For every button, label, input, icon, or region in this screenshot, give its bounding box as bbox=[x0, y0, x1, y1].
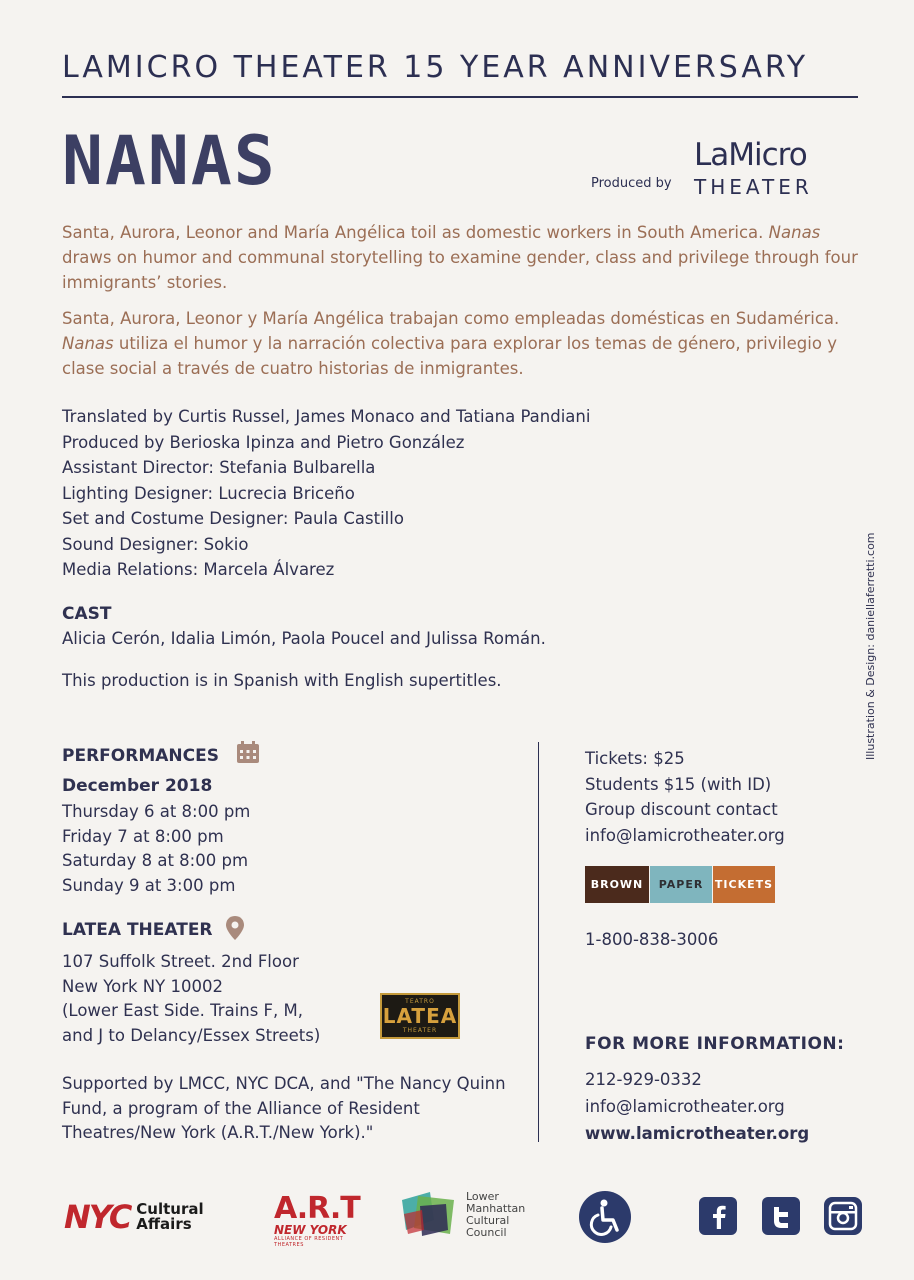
nyc-cultural-affairs-logo bbox=[64, 1198, 204, 1236]
venue-heading: LATEA THEATER bbox=[62, 920, 213, 940]
cast-heading: CAST bbox=[62, 604, 112, 624]
description-spanish bbox=[62, 306, 862, 381]
performance-date: Thursday 6 at 8:00 pm bbox=[62, 802, 251, 821]
address-line: (Lower East Side. Trains F, M, bbox=[62, 1001, 304, 1020]
header-rule bbox=[62, 96, 858, 98]
twitter-icon[interactable] bbox=[762, 1197, 800, 1235]
cultural-text: Cultural bbox=[136, 1200, 204, 1218]
info-phone: 212-929-0332 bbox=[585, 1070, 702, 1089]
desc-es-title: Nanas bbox=[62, 334, 114, 353]
header-title: LAMICRO THEATER 15 YEAR ANNIVERSARY bbox=[62, 50, 809, 85]
latea-logo-text: LATEA bbox=[382, 1004, 458, 1028]
nyc-logo-text: NYC bbox=[64, 1198, 131, 1236]
cast-names: Alicia Cerón, Idalia Limón, Paola Poucel and Julissa Román. bbox=[62, 629, 546, 648]
support-text: Supported by LMCC, NYC DCA, and "The Nancy Quinn Fund, a program of the Alliance of Resident Theatres/New York (A.R.T./New York)." bbox=[62, 1074, 506, 1142]
ticket-line: Tickets: $25 bbox=[585, 749, 685, 768]
desc-en-title: Nanas bbox=[768, 223, 821, 242]
affairs-text: Affairs bbox=[136, 1215, 192, 1233]
performance-dates bbox=[62, 800, 250, 898]
ticket-info bbox=[585, 746, 785, 848]
ticket-email[interactable]: info@lamicrotheater.org bbox=[585, 825, 785, 845]
bpt-tickets: TICKETS bbox=[713, 866, 775, 903]
credit-line: Assistant Director: Stefania Bulbarella bbox=[62, 458, 376, 477]
lmcc-mark bbox=[400, 1190, 460, 1240]
desc-es-text: Santa, Aurora, Leonor y María Angélica trabajan como empleadas domésticas en Sudamérica. bbox=[62, 309, 840, 328]
cultural-affairs-text bbox=[136, 1202, 203, 1232]
lmcc-line: Council bbox=[466, 1226, 507, 1239]
address-line: 107 Suffolk Street. 2nd Floor bbox=[62, 952, 299, 971]
description-english bbox=[62, 220, 862, 295]
language-note: This production is in Spanish with English supertitles. bbox=[62, 671, 502, 690]
performance-month: December 2018 bbox=[62, 776, 213, 796]
lmcc-line: Lower bbox=[466, 1190, 499, 1203]
column-divider bbox=[538, 742, 539, 1142]
info-email[interactable]: info@lamicrotheater.org bbox=[585, 1097, 785, 1116]
art-logo-sub: ALLIANCE OF RESIDENT THEATRES bbox=[274, 1236, 344, 1248]
produced-by-label: Produced by bbox=[591, 176, 672, 191]
lamicro-logo: LaMicro bbox=[694, 137, 807, 173]
ticket-line: Students $15 (with ID) bbox=[585, 774, 772, 794]
wheelchair-accessibility-icon bbox=[578, 1190, 632, 1244]
venue-address bbox=[62, 950, 320, 1048]
latea-logo bbox=[380, 993, 460, 1039]
lmcc-text bbox=[466, 1191, 525, 1239]
lmcc-line: Cultural bbox=[466, 1214, 510, 1227]
lmcc-logo bbox=[400, 1190, 525, 1240]
performances-heading: PERFORMANCES bbox=[62, 746, 219, 766]
address-line: and J to Delancy/Essex Streets) bbox=[62, 1025, 321, 1045]
art-logo-text: A.R.T bbox=[274, 1191, 360, 1226]
more-info-heading: FOR MORE INFORMATION: bbox=[585, 1034, 845, 1054]
credit-line: Sound Designer: Sokio bbox=[62, 534, 249, 554]
calendar-icon bbox=[236, 741, 260, 764]
desc-en-text: Santa, Aurora, Leonor and María Angélica toil as domestic workers in South America. bbox=[62, 223, 769, 242]
lmcc-line: Manhattan bbox=[466, 1202, 526, 1215]
more-info-list bbox=[585, 1066, 809, 1147]
credits-list bbox=[62, 404, 762, 583]
latea-logo-bottom: THEATER bbox=[402, 1027, 438, 1034]
lamicro-logo-theater: THEATER bbox=[694, 175, 813, 199]
credit-line: Produced by Berioska Ipinza and Pietro González bbox=[62, 432, 465, 452]
performance-date: Friday 7 at 8:00 pm bbox=[62, 826, 224, 846]
design-credit: Illustration & Design: daniellaferretti.com bbox=[864, 532, 877, 760]
desc-en-text-2: draws on humor and communal storytelling to examine gender, class and privilege through four immigrants’ stories. bbox=[62, 248, 858, 292]
brown-paper-tickets-logo[interactable] bbox=[585, 866, 775, 903]
facebook-icon[interactable] bbox=[699, 1197, 737, 1235]
desc-es-text-2: utiliza el humor y la narración colectiva para explorar los temas de género, privilegio y clase social a través de cuatro historias de inmigrantes. bbox=[62, 334, 837, 378]
art-logo-ny: NEW YORK bbox=[274, 1223, 347, 1237]
credit-line: Set and Costume Designer: Paula Castillo bbox=[62, 509, 404, 528]
address-line: New York NY 10002 bbox=[62, 976, 223, 996]
credit-line: Lighting Designer: Lucrecia Briceño bbox=[62, 483, 355, 503]
bpt-paper: PAPER bbox=[650, 866, 712, 903]
show-title: NANAS bbox=[62, 122, 277, 201]
ticket-line: Group discount contact bbox=[585, 800, 778, 819]
latea-logo-top: TEATRO bbox=[405, 998, 435, 1005]
performance-date: Sunday 9 at 3:00 pm bbox=[62, 875, 236, 895]
ticket-phone: 1-800-838-3006 bbox=[585, 930, 719, 949]
info-website-link[interactable]: www.lamicrotheater.org bbox=[585, 1124, 810, 1143]
credit-line: Media Relations: Marcela Álvarez bbox=[62, 560, 335, 579]
instagram-icon[interactable] bbox=[824, 1197, 862, 1235]
bpt-brown: BROWN bbox=[585, 866, 649, 903]
credit-line: Translated by Curtis Russel, James Monaco and Tatiana Pandiani bbox=[62, 407, 591, 426]
art-new-york-logo bbox=[274, 1191, 364, 1248]
location-pin-icon bbox=[224, 915, 246, 941]
performance-date: Saturday 8 at 8:00 pm bbox=[62, 851, 249, 870]
